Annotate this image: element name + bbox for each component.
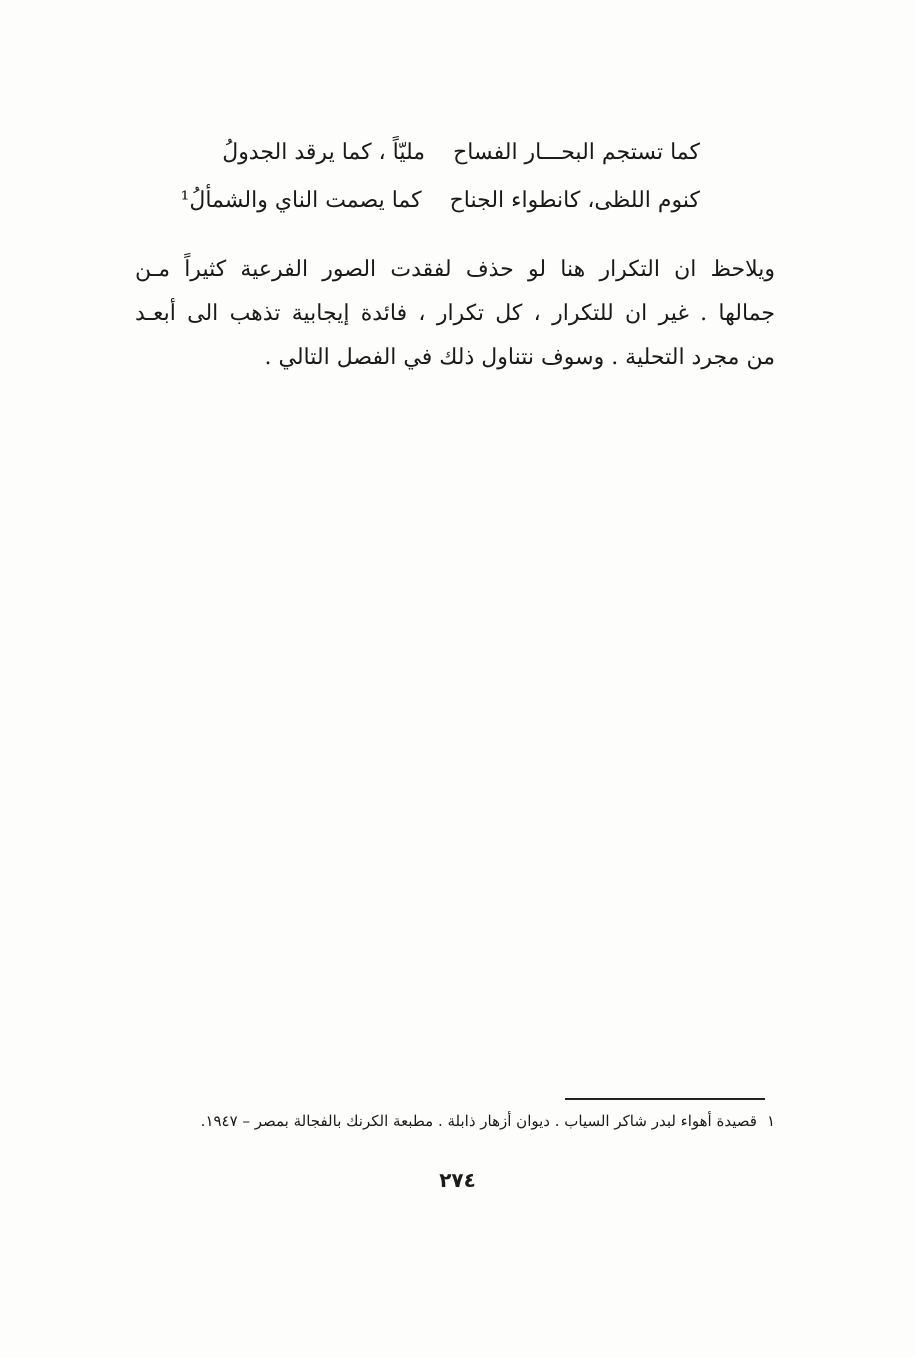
footnote-number: ١ bbox=[766, 1112, 775, 1130]
footnote-separator bbox=[565, 1098, 765, 1100]
footnote bbox=[201, 1112, 775, 1130]
paragraph-line: من مجرد التحلية . وسوف نتناول ذلك في الفصل التالي . bbox=[264, 345, 775, 370]
poem-verse-1 bbox=[222, 140, 700, 165]
page-number: ٢٧٤ bbox=[439, 1168, 476, 1192]
footnote-text: قصيدة أهواء لبدر شاكر السياب . ديوان أزهار ذابلة . مطبعة الكرنك بالفجالة بمصر – ١٩٤٧. bbox=[200, 1112, 757, 1130]
body-paragraph bbox=[135, 248, 775, 380]
paragraph-line: ويلاحظ ان التكرار هنا لو حذف لفقدت الصور الفرعية كثيراً مـن bbox=[135, 257, 775, 282]
verse-1-first-hemistich: كما تستجم البحـــار الفساح bbox=[453, 140, 700, 165]
verse-2-second-hemistich: كما يصمت الناي والشمألُ¹ bbox=[180, 188, 422, 213]
poem-verse-2 bbox=[181, 188, 700, 213]
paragraph-line: جمالها . غير ان للتكرار ، كل تكرار ، فائدة إيجابية تذهب الى أبعـد bbox=[135, 301, 775, 326]
verse-1-second-hemistich: مليّاً ، كما يرقد الجدولُ bbox=[222, 140, 426, 165]
verse-2-first-hemistich: كنوم اللظى، كانطواء الجناح bbox=[449, 188, 700, 213]
